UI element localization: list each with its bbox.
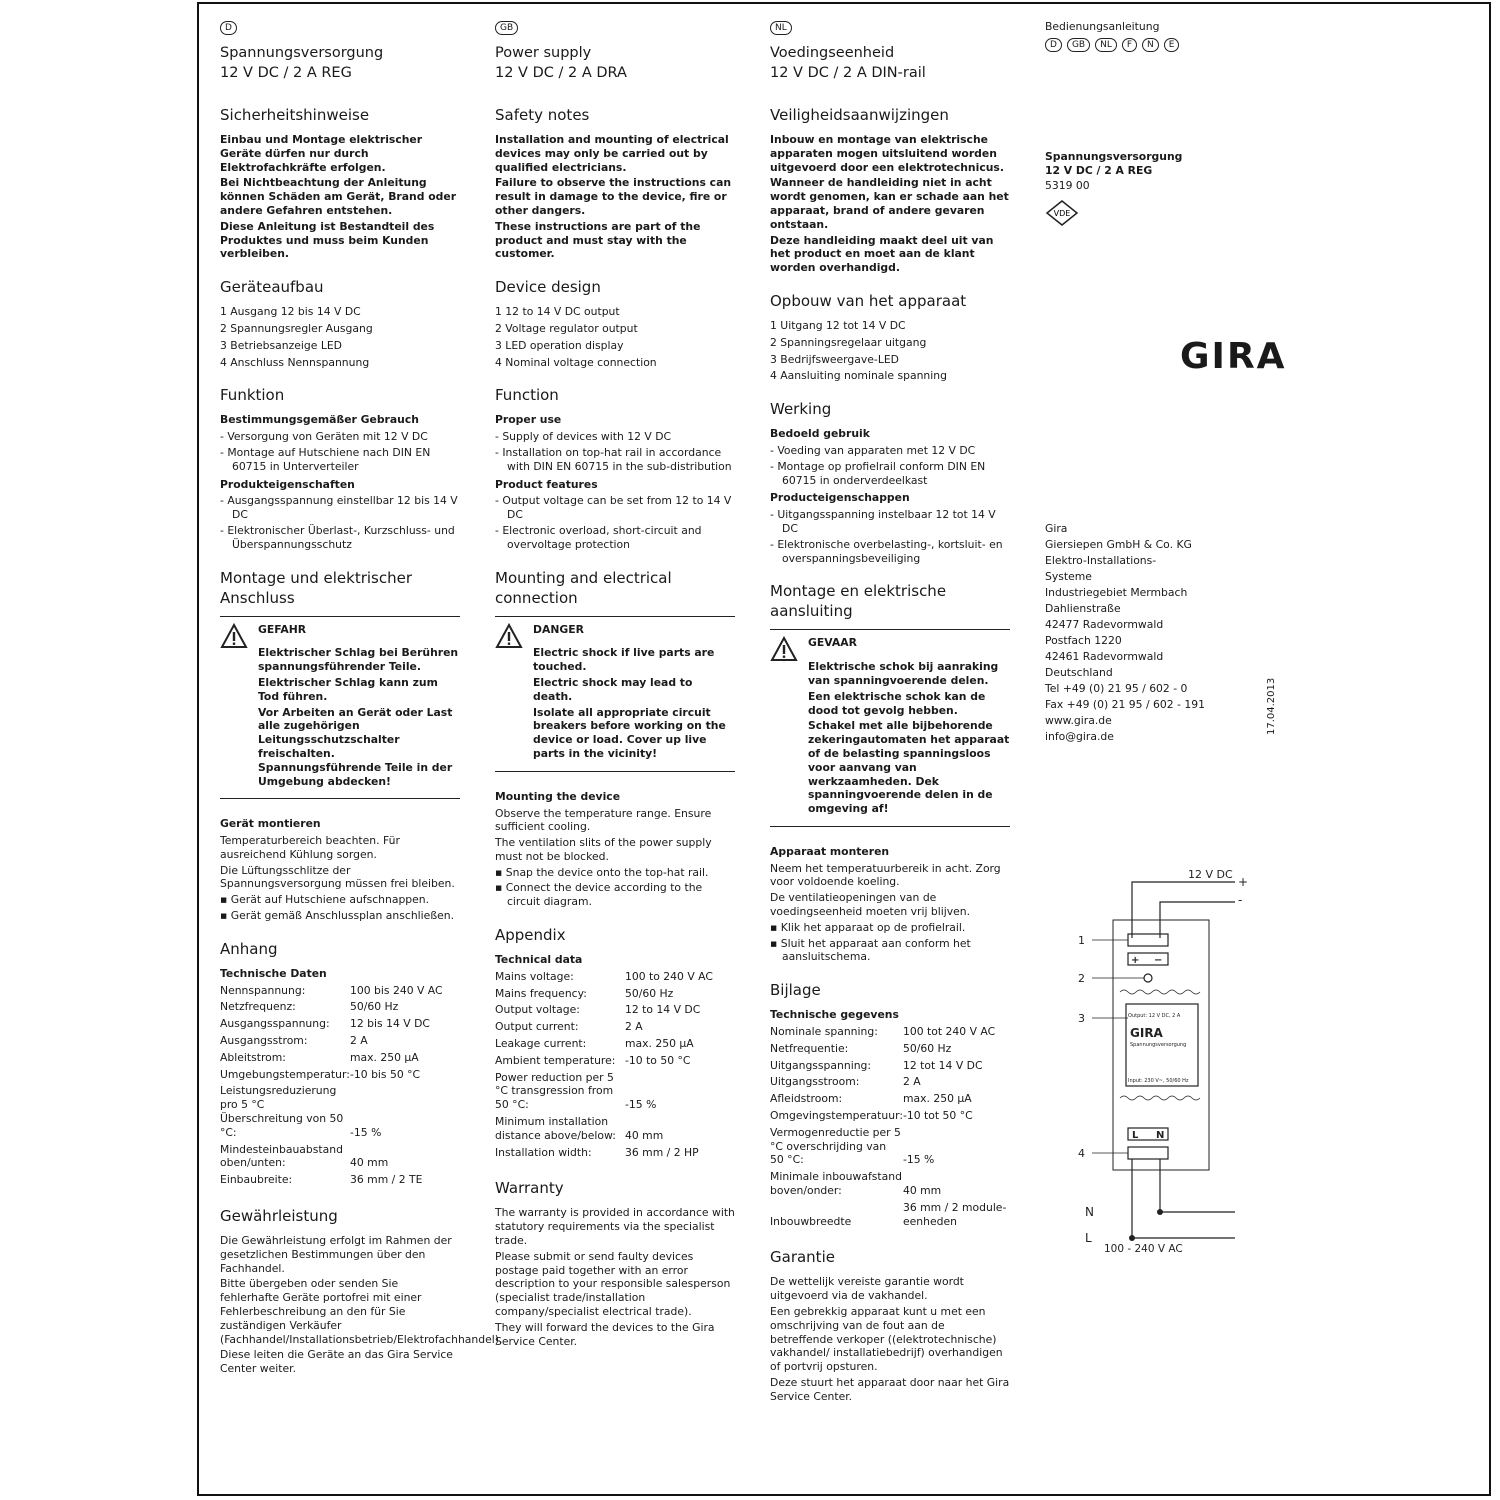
appendix-heading: Anhang — [220, 939, 278, 958]
safety-section — [495, 105, 735, 261]
svg-text:+: + — [1131, 955, 1140, 966]
mounting-heading: Montage und elektrischer Anschluss — [220, 568, 413, 607]
tech-data-value: 100 tot 240 V AC — [902, 1025, 996, 1039]
safety-note: Diese Anleitung ist Bestandteil des Produktes und muss beim Kunden verbleiben. — [220, 219, 435, 261]
tech-data-row — [220, 1068, 460, 1085]
tech-data-key: Omgevingstemperatuur: — [770, 1109, 903, 1123]
device-mount-step: ▪ Snap the device onto the top-hat rail. — [495, 865, 709, 879]
design-item: 1 Uitgang 12 tot 14 V DC — [770, 318, 906, 332]
address-line: Tel +49 (0) 21 95 / 602 - 0 — [1045, 682, 1188, 695]
tech-data-row — [495, 970, 735, 987]
proper-use-item: - Montage auf Hutschiene nach DIN EN 60715 in Unterverteiler — [220, 445, 431, 473]
safety-heading: Sicherheitshinweise — [220, 106, 370, 124]
device-mount-text: Die Lüftungsschlitze der Spannungsversorgung müssen frei bleiben. — [220, 863, 455, 891]
design-item: 2 Voltage regulator output — [495, 321, 638, 335]
warranty-heading: Garantie — [770, 1248, 835, 1267]
tech-data-row — [770, 1170, 1010, 1201]
design-item: 2 Spanningsregelaar uitgang — [770, 335, 927, 349]
address-line: Systeme — [1045, 570, 1092, 583]
terminal-n: N — [1156, 1130, 1165, 1141]
warranty-section — [770, 1247, 1010, 1403]
tech-data-row — [770, 1042, 1010, 1059]
company-address — [1045, 522, 1205, 746]
safety-heading: Safety notes — [495, 106, 590, 124]
tech-data-row — [770, 1109, 1010, 1126]
product-title-line2: 12 V DC / 2 A DRA — [495, 65, 627, 81]
tech-data-heading: Technische Daten — [220, 966, 327, 980]
tech-data-row — [495, 987, 735, 1004]
device-mount-heading: Gerät montieren — [220, 817, 321, 831]
tech-data-value: 50/60 Hz — [625, 986, 674, 1000]
address-line: 42461 Radevormwald — [1045, 650, 1164, 663]
product-title-line1: Power supply — [495, 45, 592, 61]
tech-data-value: 36 mm / 2 module-eenheden — [902, 1200, 1007, 1228]
product-title — [495, 43, 735, 83]
warranty-heading: Warranty — [495, 1179, 564, 1198]
language-badge: F — [1122, 38, 1137, 52]
tech-data-key: Mindesteinbauabstand oben/unten: — [220, 1142, 343, 1170]
line-label: L — [1085, 1231, 1092, 1245]
features-heading: Product features — [495, 477, 598, 491]
device-mount-step: ▪ Sluit het apparaat aan conform het aansluitschema. — [770, 936, 971, 964]
tech-data-row — [770, 1201, 1010, 1232]
tech-data-key: Uitgangsstroom: — [770, 1075, 860, 1089]
design-section — [220, 277, 460, 369]
device-mount-text: Observe the temperature range. Ensure sufficient cooling. — [495, 806, 712, 834]
warning-item: Elektrischer Schlag kann zum Tod führen. — [258, 675, 438, 703]
product-model: 12 V DC / 2 A REG — [1045, 163, 1153, 177]
tech-data-row — [495, 1054, 735, 1071]
tech-data-key: Output current: — [495, 1020, 579, 1034]
proper-use-item: - Montage op profielrail conform DIN EN 60715 in onderverdeelkast — [770, 459, 986, 487]
language-badge: GB — [1067, 38, 1090, 52]
module-input: Input: 230 V~, 50/60 Hz — [1128, 1078, 1189, 1084]
feature-item: - Uitgangsspanning instelbaar 12 tot 14 V DC — [770, 508, 996, 535]
tech-data-key: Netfrequentie: — [770, 1041, 849, 1055]
design-item: 2 Spannungsregler Ausgang — [220, 321, 373, 335]
wiring-diagram — [1070, 860, 1260, 1260]
design-list — [220, 305, 460, 369]
tech-data-key: Minimale inbouwafstand boven/onder: — [770, 1170, 902, 1198]
plus-label: + — [1238, 875, 1249, 889]
language-badge: D — [220, 21, 237, 35]
tech-data-row — [770, 1025, 1010, 1042]
safety-note: Bei Nichtbeachtung der Anleitung können Schäden am Gerät, Brand oder andere Gefahren entstehen. — [220, 176, 457, 217]
warranty-text: The warranty is provided in accordance with statutory requirements via the specialist trade. — [495, 1206, 735, 1248]
tech-data-key: Installation width: — [495, 1145, 592, 1159]
neutral-label: N — [1085, 1205, 1094, 1219]
feature-item: - Ausgangsspannung einstellbar 12 bis 14 V DC — [220, 494, 458, 522]
warning-triangle-icon — [495, 623, 533, 763]
diagram-label-3: 3 — [1078, 1012, 1085, 1025]
safety-section — [220, 105, 460, 261]
address-line: info@gira.de — [1045, 730, 1114, 743]
warranty-section — [220, 1206, 503, 1376]
warranty-heading: Gewährleistung — [220, 1207, 338, 1226]
feature-item: - Elektronischer Überlast-, Kurzschluss- und Überspannungsschutz — [220, 523, 455, 551]
feature-item: - Electronic overload, short-circuit and overvoltage protection — [495, 523, 702, 551]
tech-data-key: Output voltage: — [495, 1003, 580, 1017]
tech-data-value: -15 % — [625, 1098, 657, 1112]
tech-data-row — [495, 1115, 735, 1146]
tech-data-value: -10 tot 50 °C — [902, 1109, 973, 1123]
product-title — [220, 43, 460, 83]
safety-heading: Veiligheidsaanwijzingen — [770, 106, 949, 124]
warranty-text: De wettelijk vereiste garantie wordt uitgevoerd via de vakhandel. — [770, 1275, 964, 1303]
design-item: 1 Ausgang 12 bis 14 V DC — [220, 305, 361, 319]
product-title-line2: 12 V DC / 2 A DIN-rail — [770, 65, 926, 81]
tech-data-key: Nennspannung: — [220, 983, 306, 997]
warning-item: Elektrischer Schlag bei Berühren spannungsführender Teile. — [258, 646, 459, 674]
tech-data-value: 40 mm — [625, 1128, 664, 1142]
tech-data-row — [495, 1071, 735, 1115]
tech-data-value: 100 to 240 V AC — [625, 969, 713, 983]
tech-data-row — [220, 1173, 460, 1190]
warranty-text: Deze stuurt het apparaat door naar het Gira Service Center. — [770, 1376, 1010, 1403]
tech-data-heading: Technische gegevens — [770, 1008, 899, 1022]
safety-note: Wanneer de handleiding niet in acht wordt genomen, kan er schade aan het apparaat, brand of andere gevaren ontstaan. — [770, 176, 1009, 231]
warning-triangle-icon — [770, 636, 808, 818]
tech-data-value: -10 bis 50 °C — [350, 1067, 421, 1081]
tech-data-key: Vermogenreductie per 5 °C overschrijding van 50 °C: — [770, 1125, 901, 1167]
safety-note: Inbouw en montage van elektrische apparaten mogen uitsluitend worden uitgevoerd door een elektrotechnicus. — [770, 133, 1004, 174]
print-date: 17.04.2013 — [1266, 677, 1277, 735]
design-heading: Device design — [495, 278, 601, 297]
tech-data-key: Ambient temperature: — [495, 1053, 616, 1067]
tech-data-row — [220, 1051, 460, 1068]
function-heading: Werking — [770, 400, 832, 419]
device-mount-step: ▪ Gerät auf Hutschiene aufschnappen. — [220, 893, 430, 907]
features-heading: Produkteigenschaften — [220, 477, 355, 491]
proper-use-heading: Bestimmungsgemäßer Gebrauch — [220, 413, 419, 427]
warranty-text: Die Gewährleistung erfolgt im Rahmen der gesetzlichen Bestimmungen über den Fachhandel. — [220, 1234, 452, 1275]
tech-data-row — [770, 1126, 1010, 1170]
address-line: Industriegebiet Mermbach — [1045, 586, 1188, 599]
appendix-section — [220, 939, 460, 1190]
device-mount-text: Temperaturbereich beachten. Für ausreichend Kühlung sorgen. — [220, 834, 400, 861]
language-badge: E — [1164, 38, 1180, 52]
tech-data-value: max. 250 µA — [625, 1037, 694, 1051]
tech-data-value: -15 % — [350, 1125, 382, 1139]
mounting-section — [770, 581, 1010, 964]
design-heading: Geräteaufbau — [220, 278, 324, 297]
device-mount-text: The ventilation slits of the power supply must not be blocked. — [495, 836, 712, 863]
voltage-out-label: 12 V DC — [1188, 868, 1233, 881]
diagram-label-1: 1 — [1078, 934, 1085, 947]
tech-data-value: 2 A — [625, 1020, 643, 1034]
tech-data-row — [220, 1034, 460, 1051]
warranty-section — [495, 1178, 735, 1348]
warning-item: Een elektrische schok kan de dood tot gevolg hebben. — [808, 689, 986, 717]
tech-data-value: max. 250 µA — [902, 1092, 972, 1106]
warning-heading: GEFAHR — [258, 622, 307, 636]
tech-data-value: -15 % — [902, 1153, 935, 1167]
tech-data-key: Inbouwbreedte — [770, 1214, 852, 1228]
address-line: Postfach 1220 — [1045, 634, 1122, 647]
tech-data-table — [220, 984, 460, 1190]
proper-use-heading: Bedoeld gebruik — [770, 427, 870, 441]
warning-item: Electric shock if live parts are touched. — [533, 646, 715, 674]
svg-text:−: − — [1154, 955, 1163, 966]
product-title-line1: Spannungsversorgung — [220, 45, 384, 61]
proper-use-heading: Proper use — [495, 413, 562, 427]
danger-warning — [770, 629, 1010, 827]
warning-triangle-icon — [220, 623, 258, 791]
device-mount-step: ▪ Gerät gemäß Anschlussplan anschließen. — [220, 909, 455, 923]
device-mount-heading: Apparaat monteren — [770, 844, 890, 858]
function-section — [770, 399, 1010, 565]
language-list — [1045, 37, 1285, 52]
function-section — [495, 385, 735, 551]
tech-data-value: 40 mm — [902, 1184, 942, 1198]
feature-item: - Elektronische overbelasting-, kortsluit- en overspanningsbeveiliging — [770, 537, 1003, 565]
function-heading: Funktion — [220, 386, 285, 405]
module-output: Output: 12 V DC, 2 A — [1128, 1013, 1181, 1019]
device-mount-text: Neem het temperatuurbereik in acht. Zorg voor voldoende koeling. — [770, 861, 1001, 889]
language-badge: NL — [770, 21, 792, 35]
design-item: 3 Bedrijfsweergave-LED — [770, 352, 899, 366]
mounting-section — [220, 568, 460, 923]
function-heading: Function — [495, 386, 559, 405]
tech-data-row — [220, 1143, 460, 1174]
tech-data-value: 12 to 14 V DC — [625, 1003, 701, 1017]
proper-use-item: - Supply of devices with 12 V DC — [495, 430, 672, 444]
design-heading: Opbouw van het apparaat — [770, 291, 967, 310]
product-title — [770, 43, 1010, 83]
tech-data-table — [770, 1025, 1010, 1231]
svg-text:VDE: VDE — [1053, 209, 1071, 219]
device-mount-step: ▪ Connect the device according to the circuit diagram. — [495, 881, 703, 909]
terminal-l: L — [1132, 1130, 1139, 1141]
module-name: Spannungsversorgung — [1130, 1042, 1187, 1048]
tech-data-key: Nominale spanning: — [770, 1025, 878, 1039]
product-title-line2: 12 V DC / 2 A REG — [220, 65, 352, 81]
safety-note: Deze handleiding maakt deel uit van het product en moet aan de klant worden overhandigd. — [770, 233, 994, 275]
safety-note: Einbau und Montage elektrischer Geräte dürfen nur durch Elektrofachkräfte erfolgen. — [220, 133, 423, 174]
tech-data-value: 2 A — [350, 1034, 368, 1048]
device-mount-step: ▪ Klik het apparaat op de profielrail. — [770, 920, 966, 934]
tech-data-key: Einbaubreite: — [220, 1173, 293, 1187]
design-item: 4 Aansluiting nominale spanning — [770, 369, 947, 383]
appendix-heading: Bijlage — [770, 981, 821, 1000]
gira-logo: GIRA — [1180, 336, 1287, 377]
tech-data-key: Ableitstrom: — [220, 1050, 286, 1064]
tech-data-key: Mains voltage: — [495, 969, 574, 983]
tech-data-value: max. 250 µA — [350, 1050, 419, 1064]
warning-text — [808, 636, 1010, 818]
tech-data-key: Leistungsreduzierung pro 5 °C Überschreitung von 50 °C: — [220, 1084, 344, 1139]
warning-heading: GEVAAR — [808, 636, 857, 650]
warranty-text: Please submit or send faulty devices postage paid together with an error description to your responsible salesperson (specialist trade/installation company/specialist electrical trade). — [495, 1249, 731, 1319]
features-heading: Producteigenschappen — [770, 491, 910, 505]
design-item: 4 Nominal voltage connection — [495, 355, 657, 369]
tech-data-row — [770, 1075, 1010, 1092]
address-line: Fax +49 (0) 21 95 / 602 - 191 — [1045, 698, 1205, 711]
tech-data-row — [495, 1146, 735, 1163]
tech-data-value: 50/60 Hz — [902, 1041, 952, 1055]
tech-data-value: 12 bis 14 V DC — [350, 1017, 430, 1031]
design-item: 3 LED operation display — [495, 338, 624, 352]
safety-note: Failure to observe the instructions can result in damage to the device, fire or other dangers. — [495, 176, 732, 217]
device-mount-text: De ventilatieopeningen van de voedingseenheid moeten vrij blijven. — [770, 891, 971, 919]
design-section — [770, 291, 1010, 383]
design-item: 4 Anschluss Nennspannung — [220, 355, 370, 369]
tech-data-key: Umgebungstemperatur: — [220, 1067, 350, 1081]
warning-item: Vor Arbeiten an Gerät oder Last alle zugehörigen Leitungsschutzschalter freischalten. Spannungsführende Teile in der Umgebung abdecken! — [258, 705, 453, 788]
language-badge: D — [1045, 38, 1062, 52]
tech-data-row — [770, 1059, 1010, 1076]
tech-data-key: Netzfrequenz: — [220, 1000, 296, 1014]
warning-text — [533, 623, 735, 763]
warranty-text: Bitte übergeben oder senden Sie fehlerhafte Geräte portofrei mit einer Fehlerbeschreibung an den für Sie zuständigen Verkäufer (Fachhandel/Installationsbetrieb/Elektrofachhandel). — [220, 1277, 503, 1346]
tech-data-value: 40 mm — [350, 1156, 389, 1170]
proper-use-item: - Versorgung von Geräten mit 12 V DC — [220, 430, 428, 444]
warranty-text: Een gebrekkig apparaat kunt u met een omschrijving van de fout aan de betreffende verkoper ((elektrotechnische) vakhandel/ installatiebedrijf) overhandigen of portvrij opsturen. — [770, 1305, 1003, 1374]
tech-data-key: Leakage current: — [495, 1037, 587, 1051]
product-title-line1: Voedingseenheid — [770, 45, 895, 61]
warning-item: Elektrische schok bij aanraking van spanningvoerende delen. — [808, 660, 999, 687]
tech-data-value: -10 to 50 °C — [625, 1053, 691, 1067]
tech-data-row — [495, 1003, 735, 1020]
tech-data-value: 100 bis 240 V AC — [350, 983, 443, 997]
tech-data-key: Afleidstroom: — [770, 1092, 843, 1106]
tech-data-table — [495, 970, 735, 1163]
safety-section — [770, 105, 1010, 275]
tech-data-key: Mains frequency: — [495, 986, 587, 1000]
appendix-heading: Appendix — [495, 926, 566, 945]
design-item: 1 12 to 14 V DC output — [495, 305, 620, 319]
proper-use-item: - Installation on top-hat rail in accordance with DIN EN 60715 in the sub-distribution — [495, 445, 732, 473]
tech-data-heading: Technical data — [495, 953, 583, 967]
address-line: Dahlienstraße — [1045, 602, 1121, 615]
design-section — [495, 277, 735, 369]
mains-label: 100 - 240 V AC — [1104, 1243, 1183, 1255]
article-number: 5319 00 — [1045, 179, 1090, 193]
manual-label: Bedienungsanleitung — [1045, 20, 1160, 33]
address-line: www.gira.de — [1045, 714, 1112, 727]
address-line: 42477 Radevormwald — [1045, 618, 1164, 631]
warranty-text: They will forward the devices to the Gira Service Center. — [495, 1320, 715, 1348]
safety-note: Installation and mounting of electrical devices may only be carried out by qualified electricians. — [495, 133, 729, 174]
tech-data-row — [495, 1020, 735, 1037]
device-mount-heading: Mounting the device — [495, 789, 621, 803]
warning-item: Isolate all appropriate circuit breakers before working on the device or load. Cover up live parts in the vicinity! — [533, 705, 726, 760]
tech-data-value: 36 mm / 2 HP — [625, 1145, 699, 1159]
product-name: Spannungsversorgung — [1045, 149, 1183, 163]
appendix-section — [495, 925, 735, 1162]
language-badge: N — [1142, 38, 1159, 52]
proper-use-item: - Voeding van apparaten met 12 V DC — [770, 443, 976, 457]
language-badge: NL — [1095, 38, 1117, 52]
minus-label: - — [1238, 893, 1243, 907]
tech-data-key: Minimum installation distance above/below: — [495, 1115, 616, 1142]
tech-data-key: Power reduction per 5 °C transgression from 50 °C: — [495, 1070, 614, 1112]
module-logo: GIRA — [1130, 1026, 1163, 1040]
tech-data-value: 12 tot 14 V DC — [902, 1058, 983, 1072]
sidebar — [1045, 20, 1285, 231]
language-badge: GB — [495, 21, 518, 35]
warning-item: Schakel met alle bijbehorende zekeringautomaten het apparaat of de belasting spanningsloos voor aanvang van werkzaamheden. Dek spanningvoerende delen in de omgeving af! — [808, 719, 1010, 816]
diagram-label-2: 2 — [1078, 972, 1085, 985]
address-line: Elektro-Installations- — [1045, 554, 1157, 567]
tech-data-value: 2 A — [902, 1075, 921, 1089]
tech-data-row — [220, 1084, 460, 1142]
column-dutch — [770, 20, 1010, 1420]
column-english — [495, 20, 735, 1364]
column-german — [220, 20, 503, 1392]
tech-data-row — [495, 1037, 735, 1054]
tech-data-key: Ausgangsspannung: — [220, 1017, 330, 1031]
warning-text — [258, 623, 460, 791]
address-line: Deutschland — [1045, 666, 1113, 679]
address-line: Gira — [1045, 522, 1068, 535]
design-list — [770, 319, 1010, 383]
warranty-text: Diese leiten die Geräte an das Gira Service Center weiter. — [220, 1348, 453, 1376]
tech-data-row — [770, 1092, 1010, 1109]
feature-item: - Output voltage can be set from 12 to 14 V DC — [495, 494, 732, 522]
tech-data-row — [220, 1017, 460, 1034]
warning-item: Electric shock may lead to death. — [533, 675, 693, 703]
tech-data-key: Uitgangsspanning: — [770, 1058, 872, 1072]
address-line: Giersiepen GmbH & Co. KG — [1045, 538, 1192, 551]
design-list — [495, 305, 735, 369]
danger-warning — [220, 616, 460, 800]
tech-data-row — [220, 1000, 460, 1017]
tech-data-value: 50/60 Hz — [350, 1000, 399, 1014]
mounting-heading: Montage en elektrische aansluiting — [770, 582, 947, 621]
vde-mark-icon — [1045, 199, 1079, 227]
design-item: 3 Betriebsanzeige LED — [220, 338, 342, 352]
function-section — [220, 385, 460, 551]
diagram-label-4: 4 — [1078, 1147, 1085, 1160]
appendix-section — [770, 980, 1010, 1231]
warning-heading: DANGER — [533, 622, 584, 636]
tech-data-key: Ausgangsstrom: — [220, 1034, 308, 1048]
tech-data-value: 36 mm / 2 TE — [350, 1173, 423, 1187]
safety-note: These instructions are part of the product and must stay with the customer. — [495, 219, 701, 261]
danger-warning — [495, 616, 735, 772]
mounting-heading: Mounting and electrical connection — [495, 568, 672, 607]
mounting-section — [495, 568, 735, 910]
tech-data-row — [220, 984, 460, 1001]
